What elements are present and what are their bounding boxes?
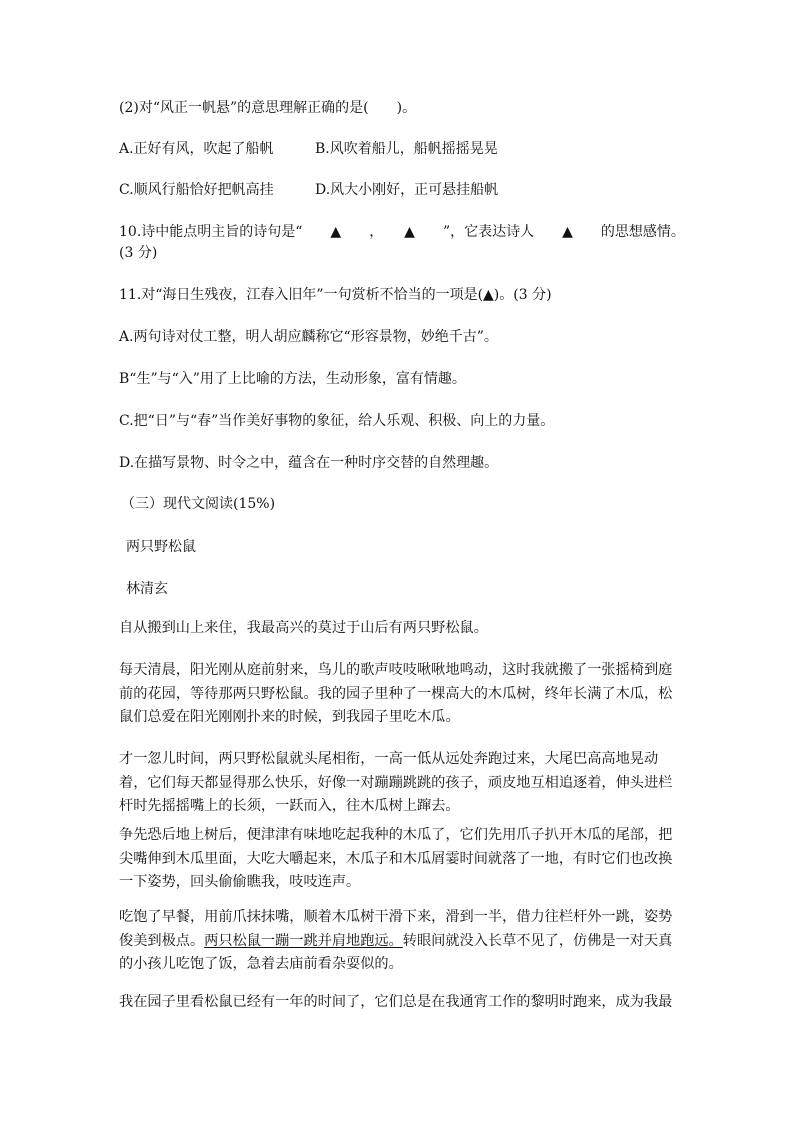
option-a: A.正好有风，吹起了船帆 — [119, 141, 274, 157]
option-d: D.风大小刚好，正可悬挂船帆 — [315, 182, 499, 198]
question-11-option-b: B“生”与“入”用了上比喻的方法，生动形象，富有情趣。 — [119, 371, 466, 387]
question-9-2-options-row-2 — [119, 179, 689, 201]
question-9-2-stem: (2)对“风正一帆悬”的意思理解正确的是( )。 — [119, 100, 417, 116]
article-paragraph-2: 每天清晨，阳光刚从庭前射来，鸟儿的歌声吱吱啾啾地鸣动，这时我就搬了一张摇椅到庭前的花园，等待那两只野松鼠。我的园子里种了一棵高大的木瓜树，终年长满了木瓜，松鼠们总爱在阳光刚刚扑来的时候，到我园子里吃木瓜。 — [119, 662, 673, 725]
article-paragraph-6: 我在园子里看松鼠已经有一年的时间了，它们总是在我通宵工作的黎明时跑来，成为我最 — [119, 994, 673, 1010]
question-11-option-d: D.在描写景物、时令之中，蕴含在一种时序交替的自然理趣。 — [119, 455, 499, 471]
article-author: 林清玄 — [126, 581, 168, 597]
article-paragraph-5 — [119, 906, 679, 977]
question-9-2-options-row-1 — [119, 138, 689, 160]
question-11-stem: 11.对“海日生残夜，江春入旧年”一句赏析不恰当的一项是(▲)。(3 分) — [119, 287, 552, 303]
question-11-option-c: C.把“日”与“春”当作美好事物的象征，给人乐观、积极、向上的力量。 — [119, 413, 555, 429]
underlined-sentence: 两只松鼠一蹦一跳并肩地跑远。 — [204, 932, 403, 949]
question-10-line-2: (3 分) — [119, 245, 158, 261]
option-c: C.顺风行船恰好把帆高挂 — [119, 182, 274, 198]
question-10-line-1: 10.诗中能点明主旨的诗句是“ ▲ ， ▲ ”，它表达诗人 ▲ 的思想感情。 — [119, 224, 685, 240]
question-11-option-a: A.两句诗对仗工整，明人胡应麟称它“形容景物，妙绝千古”。 — [119, 329, 498, 345]
paragraph-5-text-before: 吃饱了早餐，用前爪抹抹嘴，顺着木瓜树干滑下来，滑到一半，借力往栏杆外一跳，姿势俊美到极点。 — [119, 909, 673, 949]
article-paragraph-1: 自从搬到山上来住，我最高兴的莫过于山后有两只野松鼠。 — [119, 620, 488, 636]
article-paragraph-3: 才一忽儿时间，两只野松鼠就头尾相衔，一高一低从远处奔跑过来，大尾巴高高地晃动着，它们每天都显得那么快乐，好像一对蹦蹦跳跳的孩子，顽皮地互相追逐着，伸头进栏杆时先摇摇嘴上的长须，一跃而入，往木瓜树上蹿去。 — [119, 751, 673, 814]
option-b: B.风吹着船儿，船帆摇摇晃晃 — [315, 141, 498, 157]
paragraph-5-text-after: 转眼间就没入长草不见了，仿佛是一对天真的小孩儿吃饱了饭，急着去庙前看杂耍似的。 — [119, 932, 673, 972]
section-heading: （三）现代文阅读(15%) — [121, 496, 276, 512]
article-title: 两只野松鼠 — [126, 539, 196, 555]
article-paragraph-4: 争先恐后地上树后，便津津有味地吃起我种的木瓜了，它们先用爪子扒开木瓜的尾部，把尖嘴伸到木瓜里面，大吃大嚼起来，木瓜子和木瓜屑霎时间就落了一地，有时它们也改换一下姿势，回头偷偷瞧我，吱吱连声。 — [119, 827, 673, 890]
